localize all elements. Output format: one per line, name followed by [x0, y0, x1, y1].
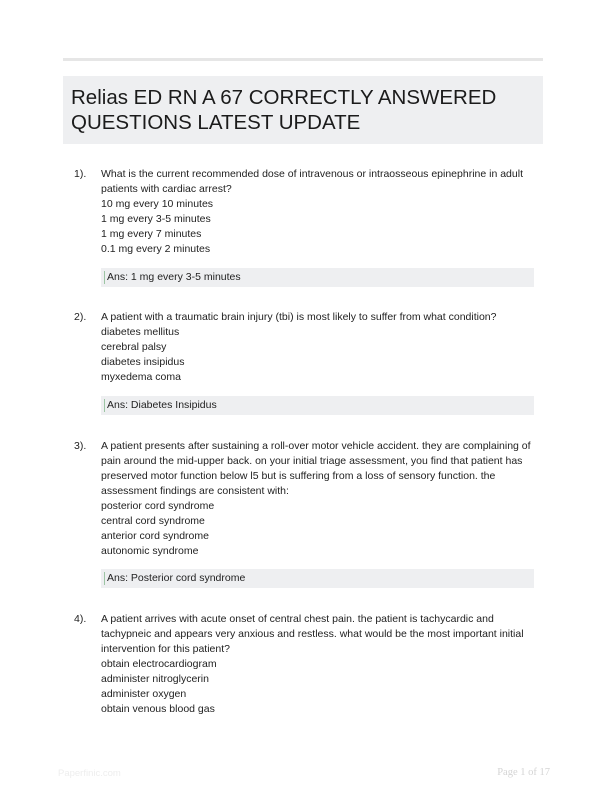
question-body — [101, 439, 537, 559]
question-text: A patient with a traumatic brain injury (tbi) is most likely to suffer from what condition? — [101, 311, 497, 323]
question-number: 1). — [74, 168, 87, 180]
answer-option: 10 mg every 10 minutes — [101, 198, 214, 210]
answer-option: 1 mg every 7 minutes — [101, 228, 202, 240]
answer-option: central cord syndrome — [101, 515, 205, 527]
answer-option: diabetes insipidus — [101, 356, 185, 368]
title-banner — [63, 76, 543, 144]
answer-option: obtain venous blood gas — [101, 703, 215, 715]
answer-option: 1 mg every 3-5 minutes — [101, 213, 211, 225]
question-body — [101, 612, 537, 717]
question-number: 3). — [74, 440, 87, 452]
answer-option: 0.1 mg every 2 minutes — [101, 243, 211, 255]
answer-box: Ans: Posterior cord syndrome — [101, 569, 534, 588]
answer-box: Ans: Diabetes Insipidus — [101, 396, 534, 415]
answer-option: administer nitroglycerin — [101, 673, 209, 685]
top-divider — [63, 58, 543, 61]
answer-option: myxedema coma — [101, 371, 181, 383]
page-title: Relias ED RN A 67 CORRECTLY ANSWERED QUESTIONS LATEST UPDATE — [71, 86, 497, 134]
question-body — [101, 167, 537, 257]
watermark: Paperfinic.com — [58, 768, 121, 779]
answer-option: diabetes mellitus — [101, 326, 180, 338]
answer-option: posterior cord syndrome — [101, 500, 215, 512]
answer-box: Ans: 1 mg every 3-5 minutes — [101, 268, 534, 287]
question-text: A patient arrives with acute onset of central chest pain. the patient is tachycardic and tachypneic and appears very anxious and restless. what would be the most important initial intervention for this patient? — [101, 613, 524, 655]
answer-option: obtain electrocardiogram — [101, 658, 217, 670]
answer-option: cerebral palsy — [101, 341, 167, 353]
answer-option: autonomic syndrome — [101, 545, 199, 557]
question-text: What is the current recommended dose of intravenous or intraosseous epinephrine in adult patients with cardiac arrest? — [101, 168, 523, 195]
page-indicator: Page 1 of 17 — [497, 767, 550, 778]
question-number: 2). — [74, 311, 87, 323]
answer-option: administer oxygen — [101, 688, 187, 700]
question-text: A patient presents after sustaining a roll-over motor vehicle accident. they are complaining of pain around the mid-upper back. on your initial triage assessment, you find that patient has preserved motor function below l5 but is suffering from a loss of sensory function. the assessment findings are consistent with: — [101, 440, 531, 497]
question-body — [101, 310, 537, 385]
answer-option: anterior cord syndrome — [101, 530, 209, 542]
question-number: 4). — [74, 613, 87, 625]
